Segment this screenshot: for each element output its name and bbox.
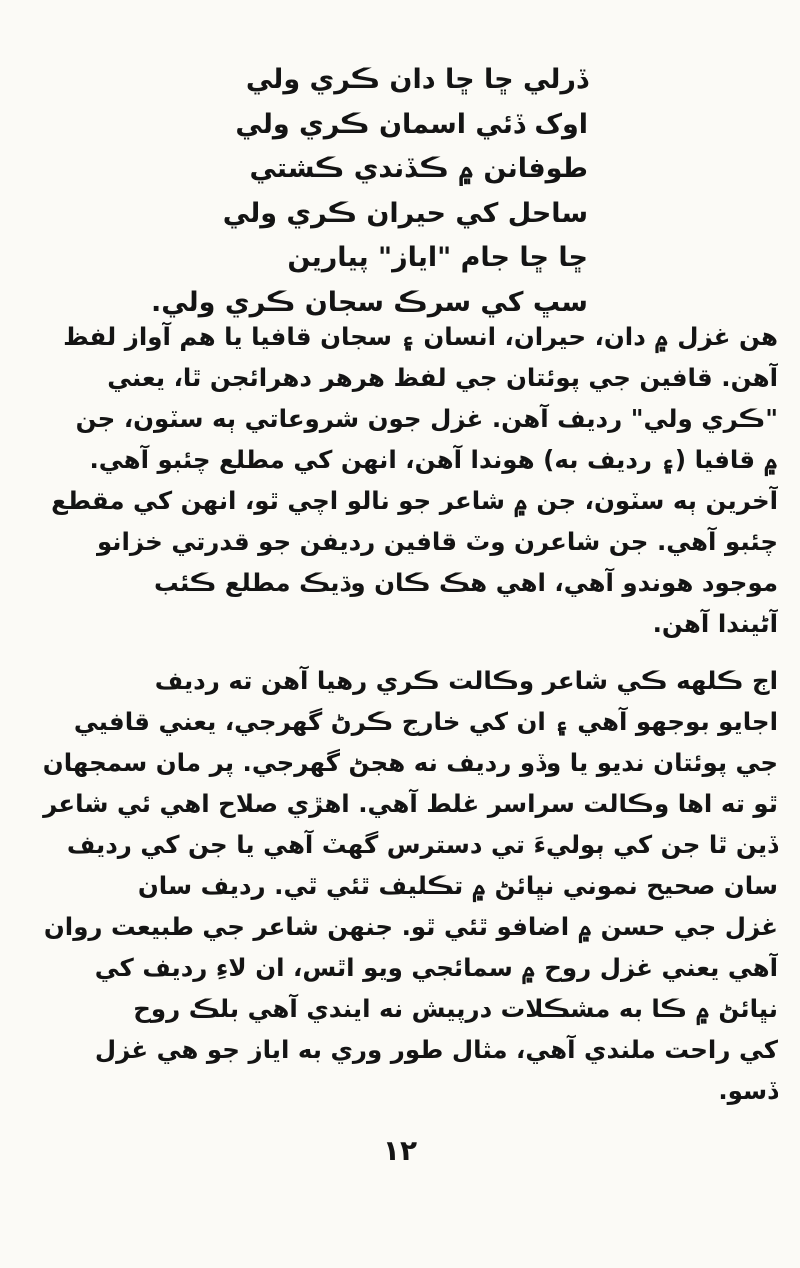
poem-line: ساحل کي حيران ڪري ولي (222, 197, 588, 229)
paragraph-line: "ڪري ولي" رديف آهن. غزل جون شروعاتي ٻه سٽون، جن (75, 404, 778, 433)
poem-line: سڀ کي سرڪ سجان ڪري ولي. (150, 286, 588, 318)
poem-line: ڏرلي ڇا ڇا دان ڪري ولي (245, 64, 588, 95)
paragraph-line: نڀائڻ ۾ ڪا به مشڪلات درپيش نه ايندي آهي بلڪ روح (133, 994, 778, 1023)
poem-line: ڇا ڇا جام "اياز" پيارين (287, 242, 588, 273)
paragraph-radif-discussion (22, 660, 778, 1111)
paragraph-line: اڄ ڪلهه ڪي شاعر وڪالت ڪري رهيا آهن ته رديف (154, 666, 778, 695)
paragraph-line: ڏسو. (718, 1076, 778, 1105)
paragraph-line: ٿو ته اها وڪالت سراسر غلط آهي. اهڙي صلاح اهي ئي شاعر (43, 789, 778, 818)
paragraph-line: سان صحيح نموني نڀائڻ ۾ تڪليف ٿئي ٿي. رديف سان (137, 871, 778, 900)
paragraph-line: آخرين ٻه سٽون، جن ۾ شاعر جو نالو اچي ٿو، انهن کي مقطع (51, 486, 778, 515)
paragraph-line: ۾ قافيا (۽ رديف به) هوندا آهن، انهن کي مطلع چئبو آهي. (89, 445, 778, 474)
paragraph-line: موجود هوندو آهي، اهي هڪ ڪان وڌيڪ مطلع ڪئب (154, 568, 778, 597)
paragraph-line: ڏين ٿا جن کي ٻوليءَ تي دسترس گهٽ آهي يا جن کي رديف (66, 830, 778, 859)
poem-line: اوک ڏئي اسمان ڪري ولي (235, 108, 588, 140)
paragraph-line: غزل جي حسن ۾ اضافو ٿئي ٿو. جنهن شاعر جي طبيعت روان (43, 912, 778, 941)
poem-stanza (150, 58, 588, 325)
poem-line: طوفانن ۾ ڪڏندي ڪشتي (249, 153, 588, 184)
paragraph-line: آهن. قافين جي پوئتان جي لفظ هرهر دهرائجن ٿا، يعني (107, 363, 778, 392)
paragraph-line: آهي يعني غزل روح ۾ سمائجي ويو اٿس، ان لاءِ رديف کي (94, 953, 778, 982)
paragraph-line: هن غزل ۾ دان، حيران، انسان ۽ سجان قافيا يا هم آواز لفظ (63, 322, 778, 351)
paragraph-line: چئبو آهي. جن شاعرن وٽ قافين رديفن جو قدرتي خزانو (96, 527, 778, 556)
paragraph-ghazal-explanation (22, 316, 778, 644)
paragraph-line: اجايو بوجهو آهي ۽ ان کي خارج ڪرڻ گهرجي، يعني قافيي (73, 707, 778, 736)
page-number: ١٢ (382, 1134, 418, 1167)
paragraph-line: آڻيندا آهن. (652, 609, 778, 638)
paragraph-line: کي راحت ملندي آهي، مثال طور وري به اياز جو هي غزل (94, 1035, 778, 1064)
paragraph-line: جي پوئتان نديو يا وڏو رديف نه هجڻ گهرجي. پر مان سمجهان (42, 748, 778, 777)
